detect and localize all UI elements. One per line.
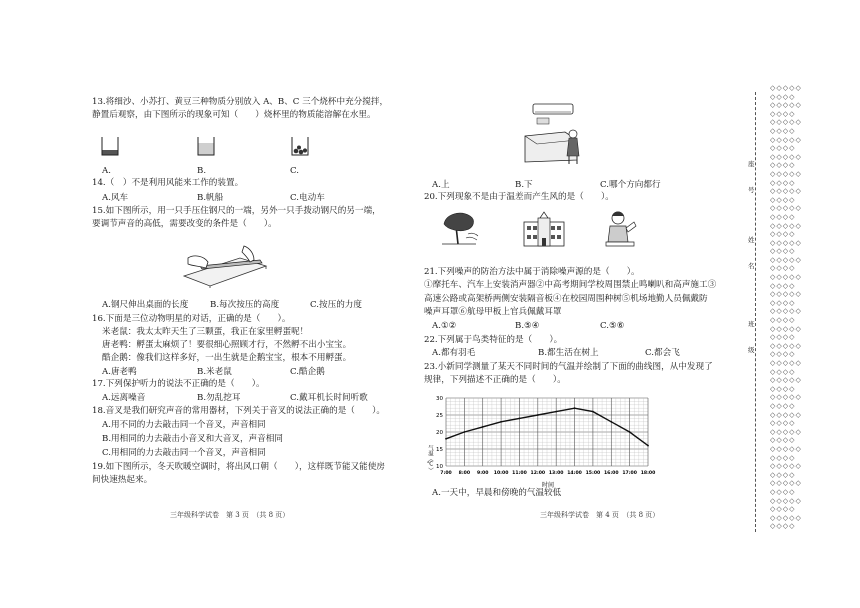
temperature-point [500, 421, 502, 423]
seal-label-grade: 级 [748, 346, 755, 354]
temperature-point [574, 407, 576, 409]
temperature-point [519, 418, 521, 420]
q23-line2: 规律，下列描述不正确的是（ ）。 [424, 375, 566, 385]
q18-option-b: B.用相同的力去敲击小音叉和大音叉，声音相同 [102, 434, 283, 444]
q14-stem: 14.（ ）不是利用风能来工作的装置。 [92, 178, 244, 188]
x-tick-label: 12:00 [530, 471, 546, 476]
q21-option-c: C.⑤⑥ [600, 321, 625, 331]
q15-line2: 要调节声音的高低，需要改变的条件是（ ）。 [92, 219, 277, 229]
x-tick-label: 18:00 [640, 471, 656, 476]
temperature-point [445, 438, 447, 440]
q16-dialogue-2: 唐老鸭：孵蛋太麻烦了！要很细心照顾才行，不然孵不出小宝宝。 [102, 340, 352, 350]
chart-x-axis-label: 时间 [541, 482, 555, 489]
q17-option-a: A.远离噪音 [102, 393, 146, 403]
q21-option-a: A.①② [432, 321, 457, 331]
q14-option-b: B.帆船 [197, 193, 224, 203]
school-building-illustration [520, 208, 568, 250]
temperature-point [555, 411, 557, 413]
q18-option-c: C.用相同的力去敲击同一个音叉，声音相同 [102, 448, 266, 458]
x-tick-label: 13:00 [548, 471, 564, 476]
x-tick-label: 9:00 [477, 471, 489, 476]
q21-line1: ①摩托车、汽车上安装消声器②中高考期间学校周围禁止鸣喇叭和高声施工③ [424, 280, 717, 290]
q16-option-a: A.唐老鸭 [102, 367, 137, 377]
temperature-point [537, 414, 539, 416]
q21-stem: 21.下列噪声的防治方法中属于消除噪声源的是（ ）。 [424, 267, 640, 277]
beaker-b-icon [196, 135, 216, 157]
y-tick-label: 25 [436, 413, 443, 419]
seal-label-seat: 座 [748, 160, 755, 168]
temperature-point [482, 426, 484, 428]
chart-grid [446, 398, 648, 466]
q15-option-c: C.按压的力度 [310, 300, 362, 310]
q17-option-b: B.勿乱挖耳 [197, 393, 241, 403]
q15-line1: 15.如下图所示，用一只手压住钢尺的一端，另外一只手拨动钢尺的另一端， [92, 206, 381, 216]
seal-label-surname: 姓 [748, 236, 755, 244]
y-tick-label: 30 [436, 396, 443, 402]
y-tick-label: 20 [436, 430, 443, 436]
q22-stem: 22.下列属于鸟类特征的是（ ）。 [424, 335, 563, 345]
q23-option-a: A.一天中，早晨和傍晚的气温较低 [432, 488, 562, 498]
q13-option-c: C. [290, 166, 300, 176]
q21-line2: 高速公路或高架桥两侧安装隔音板④在校园周围种树⑤机场地勤人员佩戴防 [424, 294, 708, 304]
q22-option-c: C.都会飞 [645, 348, 680, 358]
temperature-line-chart [420, 390, 660, 490]
q16-dialogue-3: 酷企鹅：像我们这样多好，一出生就是企鹅宝宝，根本不用孵蛋。 [102, 353, 352, 363]
q19-option-b: B.下 [515, 180, 533, 190]
q15-option-b: B.每次按压的高度 [210, 300, 280, 310]
temperature-point [463, 431, 465, 433]
q13-line2: 静置后观察，由下图所示的现象可知（ ）烧杯里的物质能溶解在水里。 [92, 110, 376, 120]
y-tick-label: 15 [436, 447, 443, 453]
seal-label-name: 名 [748, 262, 755, 270]
q21-line3: 噪声耳罩⑥航母甲板上官兵佩戴耳罩 [424, 307, 562, 317]
x-tick-label: 15:00 [585, 471, 601, 476]
child-fan-illustration [602, 208, 642, 250]
x-tick-label: 14:00 [567, 471, 582, 476]
q17-stem: 17.下列保护听力的说法不正确的是（ ）。 [92, 379, 265, 389]
q18-stem: 18.音叉是我们研究声音的常用器材，下列关于音叉的说法正确的是（ ）。 [92, 406, 385, 416]
q16-dialogue-1: 米老鼠：我太太昨天生了三颗蛋，我正在家里孵蛋呢！ [102, 327, 309, 337]
q13-line1: 13.将细沙、小苏打、黄豆三种物质分别放入 A、B、C 三个烧杯中充分搅拌， [92, 97, 389, 107]
x-tick-label: 7:00 [440, 471, 452, 476]
q16-option-c: C.酷企鹅 [290, 367, 325, 377]
q18-option-a: A.用不同的力去敲击同一个音叉，声音相同 [102, 420, 266, 430]
beaker-a-icon [100, 135, 120, 157]
x-tick-label: 10:00 [493, 471, 509, 476]
x-tick-label: 17:00 [622, 471, 637, 476]
x-tick-label: 16:00 [603, 471, 619, 476]
q14-option-a: A.风车 [102, 193, 129, 203]
q17-option-c: C.戴耳机长时间听歌 [290, 393, 368, 403]
q14-option-c: C.电动车 [290, 193, 325, 203]
y-tick-label: 10 [436, 464, 443, 470]
q19-line1: 19.如下图所示，冬天吹暖空调时，将出风口朝（ ），这样既节能又能使房 [92, 462, 385, 472]
seal-label-number: 号 [748, 186, 755, 194]
q22-option-b: B.都生活在树上 [538, 348, 599, 358]
right-page [420, 0, 740, 608]
q13-option-b: B. [197, 166, 207, 176]
air-conditioner-illustration [515, 98, 595, 168]
x-tick-label: 11:00 [512, 471, 527, 476]
q23-line1: 23.小新同学测量了某天不同时间的气温并绘制了下面的曲线图，从中发现了 [424, 362, 713, 372]
q16-option-b: B.米老鼠 [197, 367, 232, 377]
seal-label-class: 班 [748, 320, 755, 328]
q16-stem: 16.下面是三位动物明星的对话，正确的是（ ）。 [92, 314, 291, 324]
page-4-footer: 三年级科学试卷 第 4 页 （共 8 页） [540, 511, 660, 519]
temperature-point [592, 411, 594, 413]
decorative-diamond-pattern: ◇◇◇◇◇ ◇◇◇◇ ◇◇◇◇◇ ◇◇◇◇ ◇◇◇◇◇ ◇◇◇◇ ◇◇◇◇◇ ◇◇◇◇ ◇◇◇◇◇ ◇◇◇◇ ◇◇◇◇◇ ◇◇◇◇ ◇◇◇◇◇ ◇◇◇◇ ◇◇◇◇◇ ◇◇◇◇ ◇◇◇◇◇ ◇◇◇◇ ◇◇◇◇◇ ◇◇◇◇ ◇◇◇◇◇ ◇◇◇◇ ◇◇◇◇◇ ◇◇◇◇ ◇◇◇◇◇ ◇◇◇◇ ◇◇◇◇◇ ◇◇◇◇ ◇◇◇◇◇ ◇◇◇◇ ◇◇◇◇◇ ◇◇◇◇ ◇◇◇◇◇ ◇◇◇◇ ◇◇◇◇◇ ◇◇◇◇ ◇◇◇◇◇ ◇◇◇◇ ◇◇◇◇◇ ◇◇◇◇ ◇◇◇◇◇ ◇◇◇◇ ◇◇◇◇◇ ◇◇◇◇ ◇◇◇◇◇ ◇◇◇◇ ◇◇◇◇◇ ◇◇◇◇ ◇◇◇◇◇ ◇◇◇◇ ◇◇◇◇◇ ◇◇◇◇ [770, 84, 802, 531]
temperature-point [629, 431, 631, 433]
ruler-on-table-illustration [180, 236, 270, 288]
temperature-point [610, 421, 612, 423]
page-3-footer: 三年级科学试卷 第 3 页 （共 8 页） [170, 511, 290, 519]
x-tick-label: 8:00 [458, 471, 471, 476]
q20-stem: 20.下列现象不是由于温差而产生风的是（ ）。 [424, 192, 614, 202]
temperature-point [647, 445, 649, 447]
q13-option-a: A. [102, 166, 111, 176]
q21-option-b: B.⑤④ [515, 321, 540, 331]
q15-option-a: A.钢尺伸出桌面的长度 [102, 300, 189, 310]
left-page [0, 0, 420, 608]
q22-option-a: A.都有羽毛 [432, 348, 476, 358]
windy-tree-illustration [436, 208, 482, 250]
beaker-c-icon [290, 135, 310, 157]
q19-option-a: A.上 [432, 180, 450, 190]
chart-y-axis-label: 气温（℃） [427, 445, 433, 473]
q19-line2: 间快速热起来。 [92, 475, 153, 485]
q19-option-c: C.哪个方向都行 [600, 180, 661, 190]
